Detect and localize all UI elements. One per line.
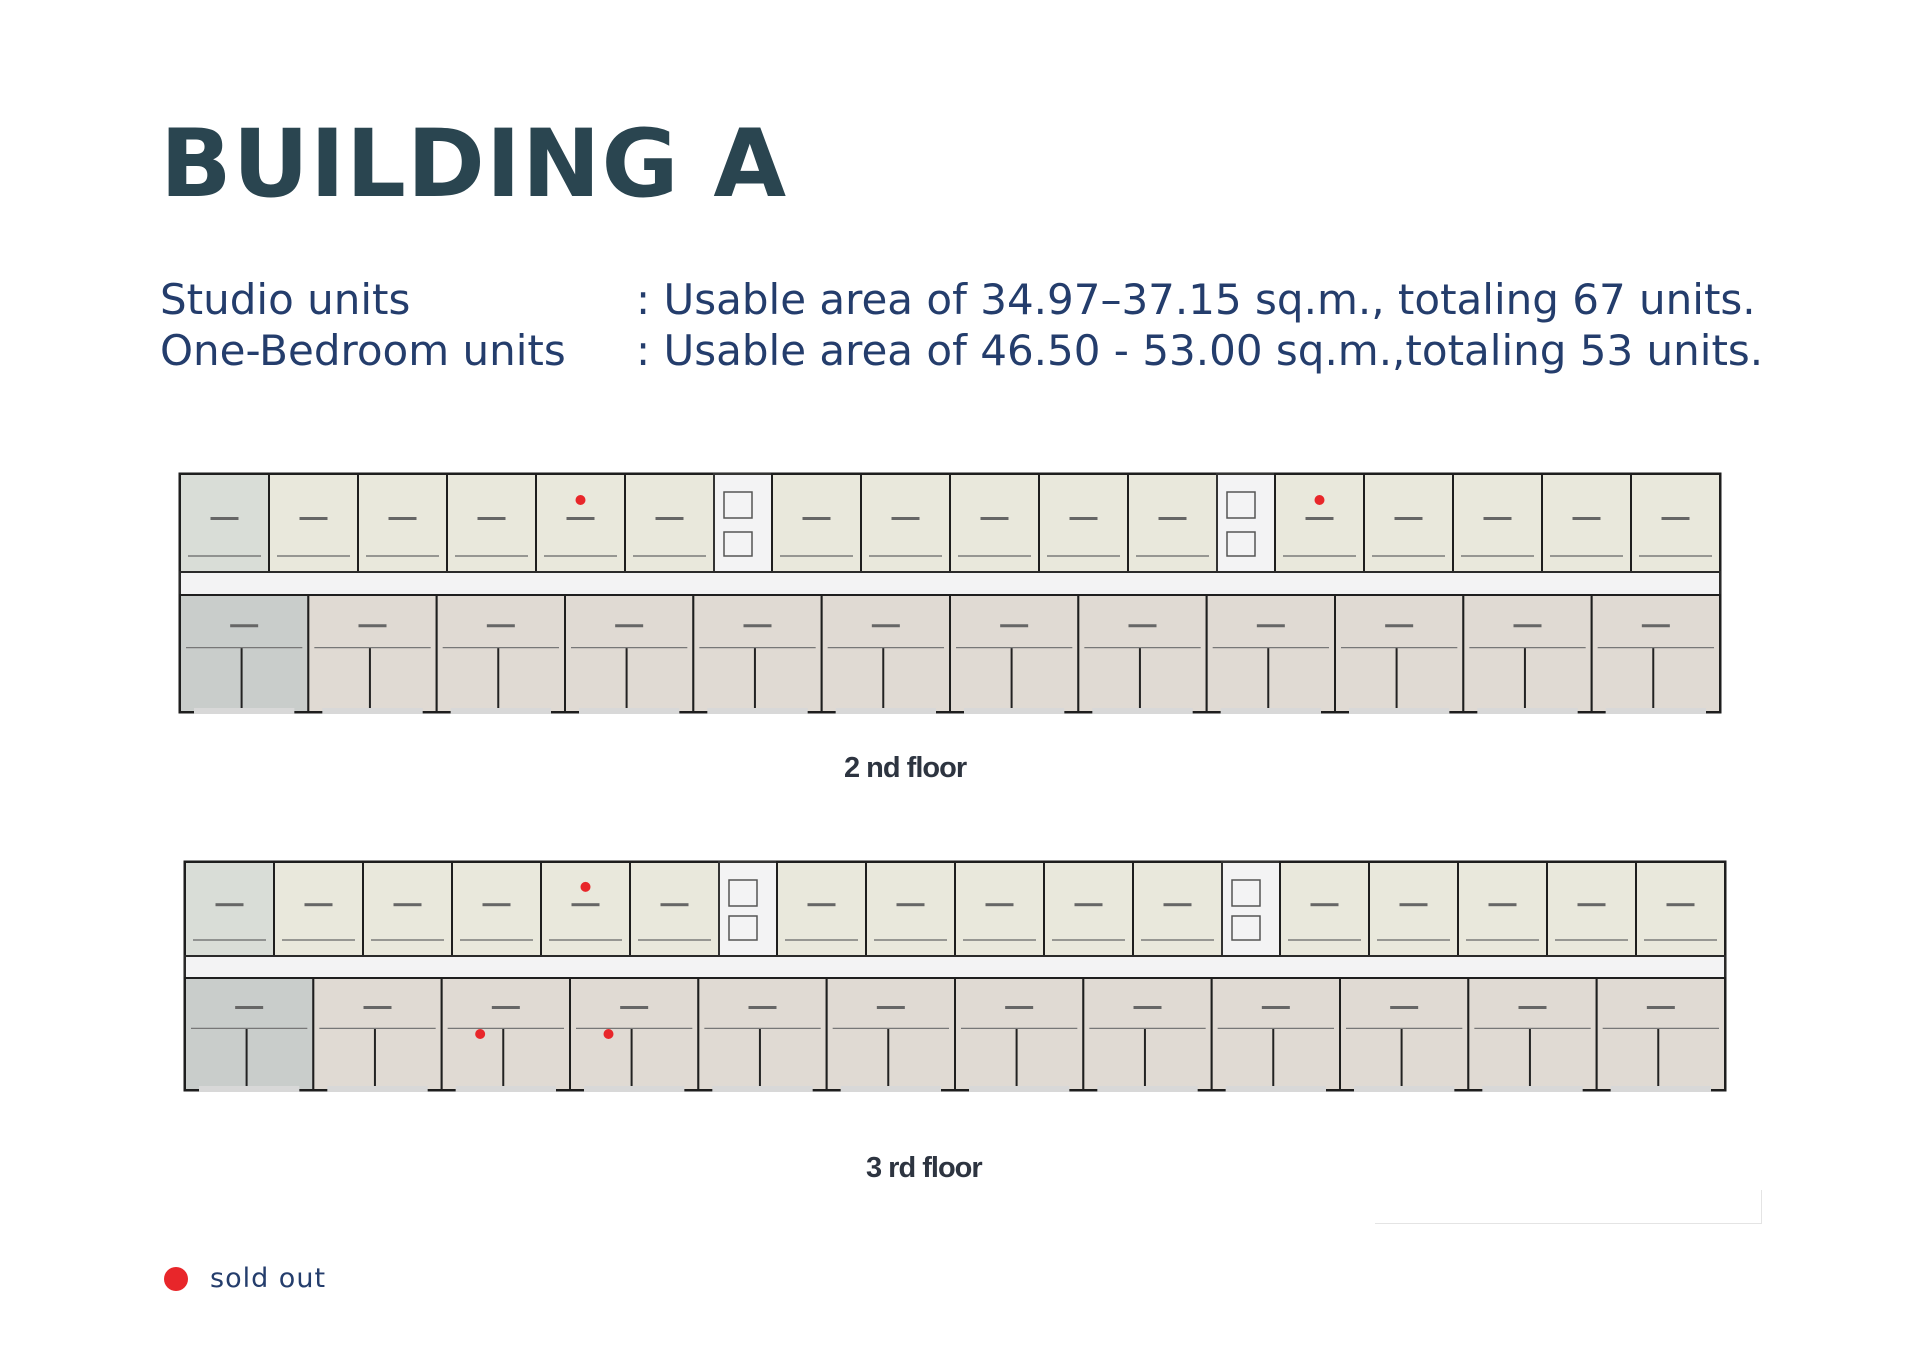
balcony	[322, 708, 422, 714]
unit-text-mark	[872, 624, 900, 627]
unit-text-mark	[359, 624, 387, 627]
south-unit	[442, 978, 570, 1090]
balcony	[1349, 708, 1449, 714]
balcony	[712, 1086, 812, 1092]
sold-out-marker	[581, 882, 591, 892]
unit-text-mark	[1129, 624, 1157, 627]
unit-text-mark	[661, 903, 689, 906]
unit-text-mark	[211, 517, 239, 520]
balcony	[841, 1086, 941, 1092]
south-unit	[1597, 978, 1725, 1090]
unit-text-mark	[1519, 1006, 1547, 1009]
south-unit	[1463, 595, 1591, 712]
unit-text-mark	[1578, 903, 1606, 906]
south-unit	[955, 978, 1083, 1090]
balcony	[327, 1086, 427, 1092]
north-unit	[1631, 474, 1720, 574]
unit-text-mark	[1667, 903, 1695, 906]
south-unit	[308, 595, 436, 712]
unit-text-mark	[572, 903, 600, 906]
unit-text-mark	[656, 517, 684, 520]
north-unit	[1636, 862, 1725, 958]
south-unit	[1335, 595, 1463, 712]
north-unit	[1458, 862, 1547, 958]
unit-text-mark	[986, 903, 1014, 906]
north-unit	[269, 474, 358, 574]
north-unit	[777, 862, 866, 958]
unit-text-mark	[1647, 1006, 1675, 1009]
floor-plan-3rd-drawing	[180, 860, 1750, 1100]
sold-out-marker-icon	[164, 1267, 188, 1291]
north-unit	[185, 862, 274, 958]
north-unit	[1039, 474, 1128, 574]
south-unit	[1212, 978, 1340, 1090]
south-unit	[698, 978, 826, 1090]
unit-text-mark	[1311, 903, 1339, 906]
unit-text-mark	[1514, 624, 1542, 627]
unit-text-mark	[1070, 517, 1098, 520]
south-unit	[437, 595, 565, 712]
unit-text-mark	[1005, 1006, 1033, 1009]
corridor	[185, 956, 1725, 978]
unit-text-mark	[300, 517, 328, 520]
unit-text-mark	[230, 624, 258, 627]
north-unit	[950, 474, 1039, 574]
south-unit	[827, 978, 955, 1090]
south-unit	[313, 978, 441, 1090]
unit-text-mark	[1573, 517, 1601, 520]
north-unit	[861, 474, 950, 574]
north-unit	[447, 474, 536, 574]
corridor	[180, 572, 1720, 595]
north-unit	[180, 474, 269, 574]
unit-text-mark	[492, 1006, 520, 1009]
unit-specs	[160, 274, 1763, 376]
stair-core	[1217, 474, 1275, 574]
north-unit	[1369, 862, 1458, 958]
south-unit	[1340, 978, 1468, 1090]
page-title: BUILDING A	[160, 110, 788, 219]
south-unit	[180, 595, 308, 712]
north-unit	[536, 474, 625, 574]
legend	[164, 1263, 326, 1294]
floor-plan-2nd-drawing	[175, 472, 1745, 722]
unit-text-mark	[808, 903, 836, 906]
sold-out-marker	[1315, 495, 1325, 505]
unit-text-mark	[1262, 1006, 1290, 1009]
balcony	[836, 708, 936, 714]
balcony	[969, 1086, 1069, 1092]
unit-text-mark	[803, 517, 831, 520]
north-unit	[630, 862, 719, 958]
north-unit	[452, 862, 541, 958]
south-unit	[1207, 595, 1335, 712]
stair-core	[719, 862, 777, 958]
south-unit	[185, 978, 313, 1090]
balcony	[456, 1086, 556, 1092]
balcony	[1097, 1086, 1197, 1092]
balcony	[1092, 708, 1192, 714]
unit-text-mark	[394, 903, 422, 906]
balcony	[194, 708, 294, 714]
balcony	[1611, 1086, 1711, 1092]
sold-out-marker	[475, 1029, 485, 1039]
unit-text-mark	[1257, 624, 1285, 627]
north-unit	[541, 862, 630, 958]
north-unit	[1542, 474, 1631, 574]
floor-plan-3rd	[180, 860, 1750, 1100]
unit-text-mark	[1662, 517, 1690, 520]
balcony	[964, 708, 1064, 714]
north-unit	[625, 474, 714, 574]
floor-label-2nd: 2 nd floor	[844, 752, 967, 784]
spec-row-studio	[160, 274, 1763, 325]
unit-text-mark	[1164, 903, 1192, 906]
unit-text-mark	[305, 903, 333, 906]
unit-text-mark	[897, 903, 925, 906]
unit-text-mark	[744, 624, 772, 627]
unit-text-mark	[478, 517, 506, 520]
unit-text-mark	[1159, 517, 1187, 520]
spec-value-one-bedroom: : Usable area of 46.50 - 53.00 sq.m.,totaling 53 units.	[636, 326, 1764, 375]
balcony	[1477, 708, 1577, 714]
south-unit	[822, 595, 950, 712]
sold-out-marker	[604, 1029, 614, 1039]
unit-text-mark	[567, 517, 595, 520]
south-unit	[950, 595, 1078, 712]
spec-label-studio: Studio units	[160, 275, 411, 324]
stair-core	[714, 474, 772, 574]
balcony	[1226, 1086, 1326, 1092]
unit-text-mark	[1385, 624, 1413, 627]
unit-text-mark	[892, 517, 920, 520]
unit-text-mark	[364, 1006, 392, 1009]
north-unit	[1547, 862, 1636, 958]
north-unit	[955, 862, 1044, 958]
unit-text-mark	[1390, 1006, 1418, 1009]
north-unit	[274, 862, 363, 958]
unit-text-mark	[1489, 903, 1517, 906]
unit-text-mark	[1484, 517, 1512, 520]
unit-text-mark	[389, 517, 417, 520]
unit-text-mark	[749, 1006, 777, 1009]
north-unit	[1044, 862, 1133, 958]
balcony	[199, 1086, 299, 1092]
unit-text-mark	[1400, 903, 1428, 906]
balcony	[1482, 1086, 1582, 1092]
spec-label-one-bedroom: One-Bedroom units	[160, 326, 566, 375]
balcony	[1606, 708, 1706, 714]
unit-text-mark	[981, 517, 1009, 520]
balcony	[451, 708, 551, 714]
south-unit	[565, 595, 693, 712]
unit-text-mark	[1000, 624, 1028, 627]
north-unit	[1128, 474, 1217, 574]
unit-text-mark	[487, 624, 515, 627]
spec-row-one-bedroom	[160, 325, 1763, 376]
north-unit	[358, 474, 447, 574]
south-unit	[1592, 595, 1720, 712]
unit-text-mark	[216, 903, 244, 906]
unit-text-mark	[1075, 903, 1103, 906]
balcony	[707, 708, 807, 714]
balcony	[1221, 708, 1321, 714]
unit-text-mark	[615, 624, 643, 627]
north-unit	[1275, 474, 1364, 574]
unit-text-mark	[1134, 1006, 1162, 1009]
north-unit	[1133, 862, 1222, 958]
unit-text-mark	[620, 1006, 648, 1009]
north-unit	[866, 862, 955, 958]
unit-text-mark	[1642, 624, 1670, 627]
stair-core	[1222, 862, 1280, 958]
balcony	[584, 1086, 684, 1092]
legend-sold-out-label: sold out	[210, 1263, 327, 1294]
unit-text-mark	[1395, 517, 1423, 520]
sold-out-marker	[576, 495, 586, 505]
unit-text-mark	[235, 1006, 263, 1009]
south-unit	[1078, 595, 1206, 712]
north-unit	[363, 862, 452, 958]
south-unit	[1083, 978, 1211, 1090]
north-unit	[1280, 862, 1369, 958]
balcony	[579, 708, 679, 714]
floor-label-3rd: 3 rd floor	[866, 1152, 982, 1184]
unit-text-mark	[877, 1006, 905, 1009]
unit-text-mark	[483, 903, 511, 906]
balcony	[1354, 1086, 1454, 1092]
divider-box	[1375, 1190, 1762, 1224]
north-unit	[1453, 474, 1542, 574]
unit-text-mark	[1306, 517, 1334, 520]
south-unit	[1468, 978, 1596, 1090]
south-unit	[693, 595, 821, 712]
spec-value-studio: : Usable area of 34.97–37.15 sq.m., totaling 67 units.	[636, 275, 1756, 324]
south-unit	[570, 978, 698, 1090]
north-unit	[1364, 474, 1453, 574]
floor-plan-2nd	[175, 472, 1745, 722]
north-unit	[772, 474, 861, 574]
